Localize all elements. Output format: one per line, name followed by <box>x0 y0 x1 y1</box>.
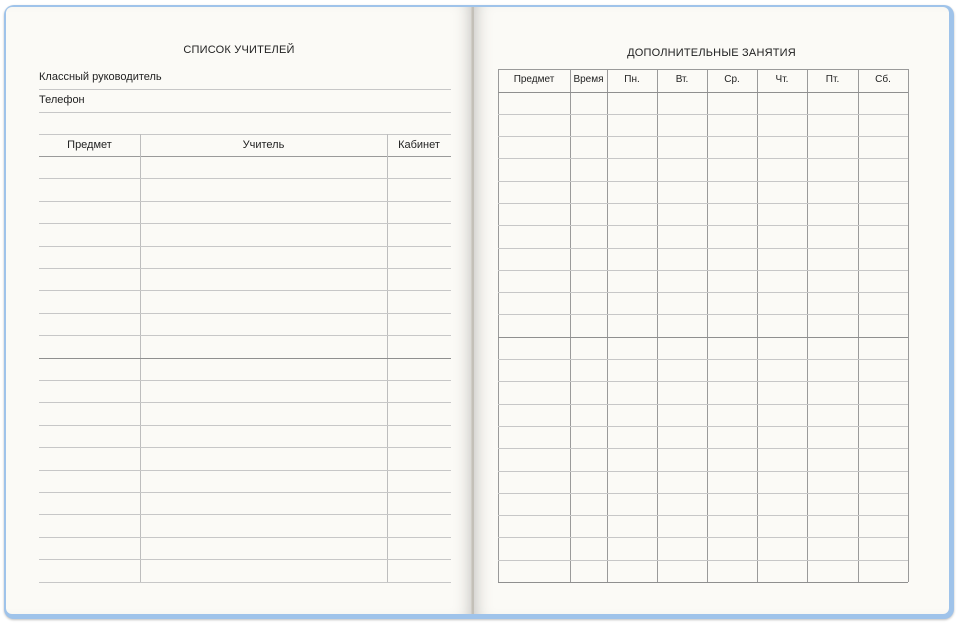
teachers-table-row-line <box>39 178 451 179</box>
extra-grid-vline <box>657 69 658 582</box>
teachers-table-row-line <box>39 290 451 291</box>
extra-grid-top <box>498 69 908 70</box>
extra-grid-row-line <box>498 136 908 137</box>
extra-grid-row-line <box>498 359 908 360</box>
teachers-table-row-line <box>39 223 451 224</box>
teachers-table-row-line <box>39 201 451 202</box>
teachers-table-row-line <box>39 582 451 583</box>
teachers-table-row-line <box>39 313 451 314</box>
extra-grid-row-line <box>498 92 908 93</box>
col-header-subject: Предмет <box>67 139 112 151</box>
extra-grid-row-line <box>498 426 908 427</box>
teachers-table-row-line <box>39 514 451 515</box>
extra-col-header: Вт. <box>675 74 689 85</box>
extra-grid-row-line <box>498 314 908 315</box>
teachers-table-row-line <box>39 447 451 448</box>
table-top-line <box>39 134 451 135</box>
extra-grid-row-line <box>498 448 908 449</box>
extra-grid-row-line <box>498 582 908 583</box>
teachers-table-row-line <box>39 246 451 247</box>
extra-grid-vline <box>807 69 808 582</box>
extra-grid-row-line <box>498 515 908 516</box>
extra-col-header: Чт. <box>775 74 789 85</box>
extra-grid-vline <box>607 69 608 582</box>
extra-grid-row-line <box>498 471 908 472</box>
extra-grid-row-line <box>498 270 908 271</box>
extra-grid-row-line <box>498 337 908 338</box>
extra-grid-row-line <box>498 493 908 494</box>
extra-grid-row-line <box>498 404 908 405</box>
col-header-teacher: Учитель <box>242 139 285 151</box>
extra-grid-row-line <box>498 158 908 159</box>
extra-col-header: Предмет <box>513 74 555 85</box>
teachers-table-row-line <box>39 402 451 403</box>
phone-line[interactable] <box>39 112 451 113</box>
phone-label: Телефон <box>39 94 85 106</box>
extra-grid-row-line <box>498 560 908 561</box>
extra-grid-vline <box>707 69 708 582</box>
extra-col-header: Пн. <box>624 74 640 85</box>
extra-grid-row-line <box>498 203 908 204</box>
header-bottom-line <box>39 156 451 157</box>
homeroom-teacher-label: Классный руководитель <box>39 71 162 83</box>
extra-grid-row-line <box>498 181 908 182</box>
teachers-table-row-line <box>39 492 451 493</box>
col-header-room: Кабинет <box>398 139 440 151</box>
extra-grid-vline <box>858 69 859 582</box>
teachers-table-row-line <box>39 537 451 538</box>
extra-col-header: Пт. <box>825 74 840 85</box>
extra-grid-row-line <box>498 225 908 226</box>
teachers-table-row-line <box>39 559 451 560</box>
teachers-table-row-line <box>39 358 451 359</box>
extra-col-header: Время <box>573 74 604 85</box>
left-page <box>6 7 472 614</box>
extra-col-header: Ср. <box>724 74 740 85</box>
right-page <box>474 7 949 614</box>
extra-grid-row-line <box>498 381 908 382</box>
teachers-table-row-line <box>39 470 451 471</box>
extra-classes-title: ДОПОЛНИТЕЛЬНЫЕ ЗАНЯТИЯ <box>627 47 796 59</box>
extra-col-header: Сб. <box>875 74 891 85</box>
teachers-table-row-line <box>39 335 451 336</box>
teachers-table-row-line <box>39 268 451 269</box>
extra-grid-vline <box>498 69 499 582</box>
extra-grid-vline <box>757 69 758 582</box>
extra-grid-row-line <box>498 292 908 293</box>
extra-grid-vline <box>570 69 571 582</box>
extra-grid-row-line <box>498 114 908 115</box>
homeroom-teacher-line[interactable] <box>39 89 451 90</box>
extra-grid-row-line <box>498 248 908 249</box>
teachers-list-title: СПИСОК УЧИТЕЛЕЙ <box>183 44 295 56</box>
extra-grid-row-line <box>498 537 908 538</box>
teachers-table-row-line <box>39 380 451 381</box>
teachers-table-row-line <box>39 425 451 426</box>
extra-grid-vline <box>908 69 909 582</box>
